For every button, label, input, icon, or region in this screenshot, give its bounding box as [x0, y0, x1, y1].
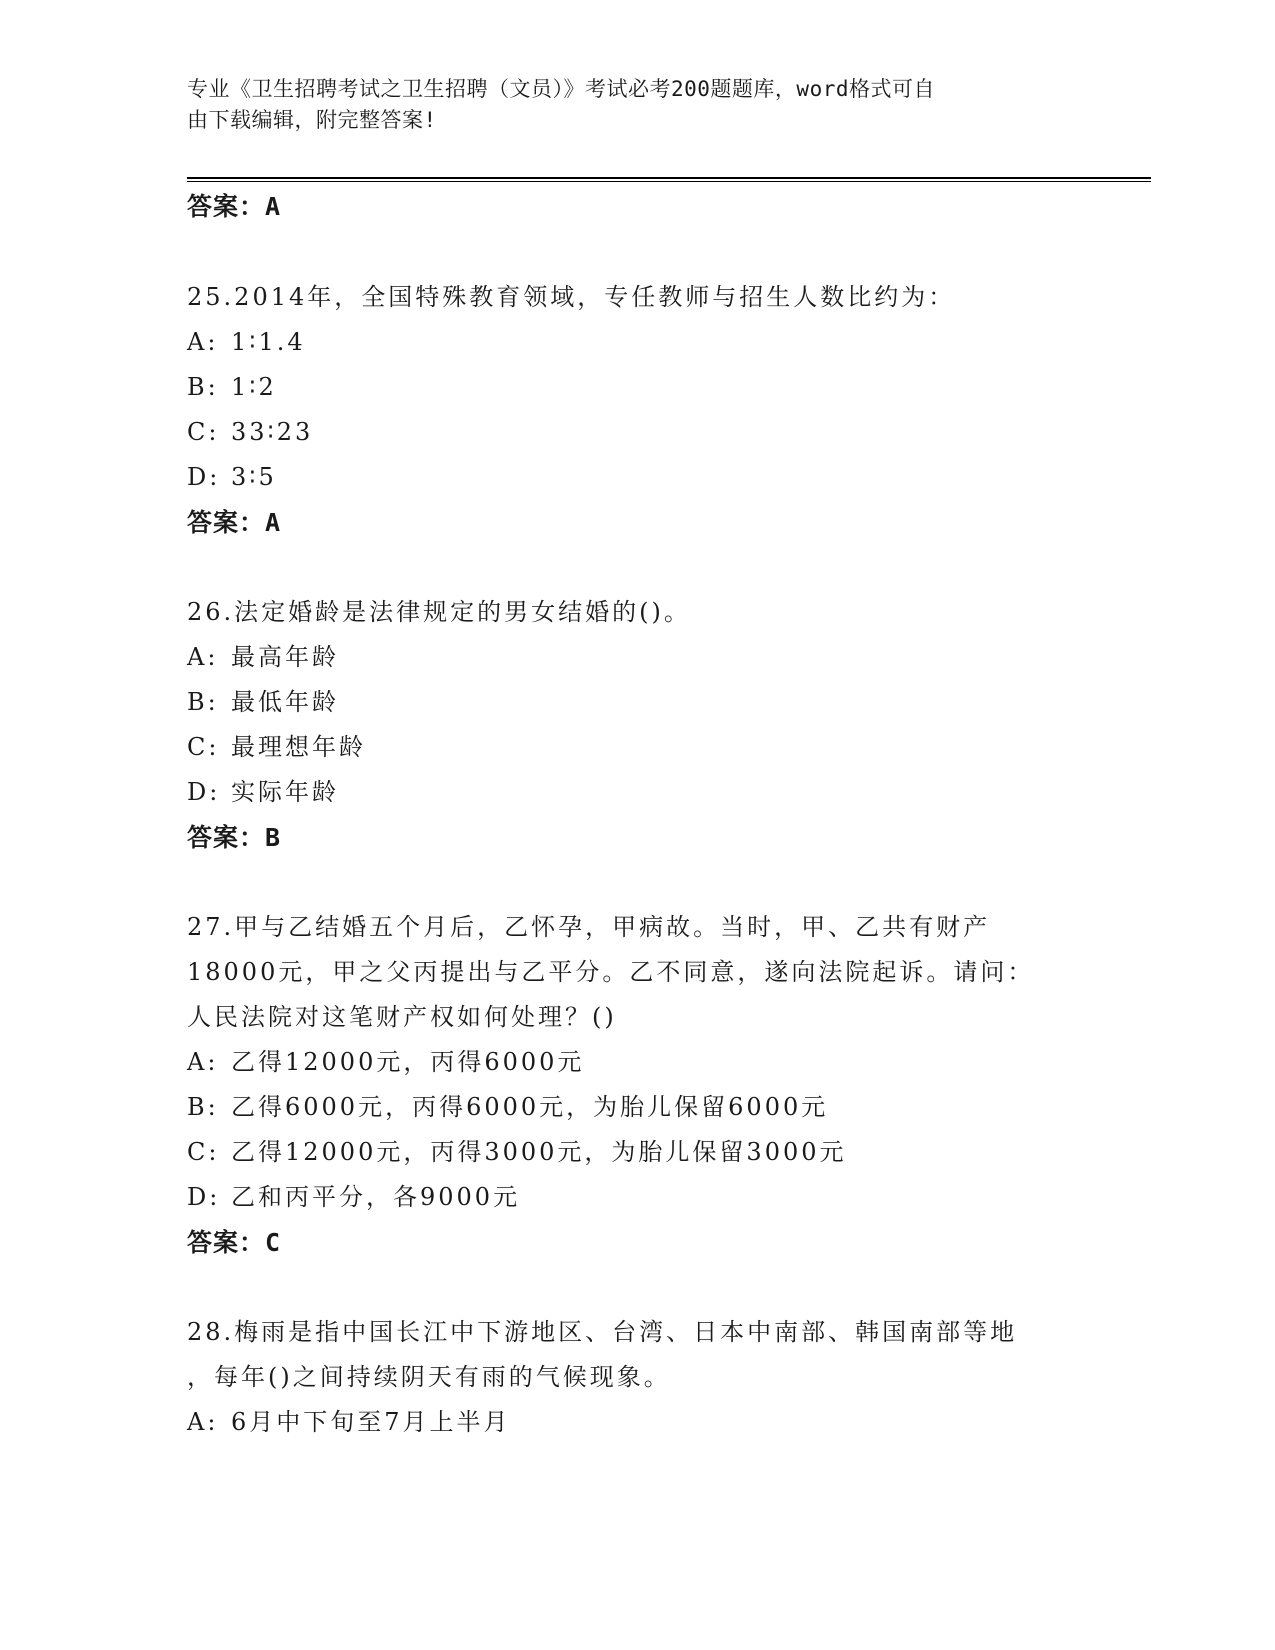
option-d: D: 乙和丙平分，各9000元	[187, 1183, 521, 1211]
question-stem: 28.梅雨是指中国长江中下游地区、台湾、日本中南部、韩国南部等地	[187, 1318, 1018, 1346]
option-a: A: 1∶1.4	[187, 328, 306, 356]
option-a: A: 6月中下旬至7月上半月	[187, 1408, 511, 1436]
question-25	[187, 275, 1087, 500]
option-b: B: 最低年龄	[187, 688, 339, 716]
option-a: A: 最高年龄	[187, 643, 339, 671]
question-stem: 18000元，甲之父丙提出与乙平分。乙不同意，遂向法院起诉。请问：	[187, 958, 1035, 986]
question-stem: 人民法院对这笔财产权如何处理？()	[187, 1003, 617, 1031]
answer-line: 答案：A	[187, 192, 282, 221]
option-c: C: 乙得12000元，丙得3000元，为胎儿保留3000元	[187, 1138, 847, 1166]
option-a: A: 乙得12000元，丙得6000元	[187, 1048, 585, 1076]
question-stem: 25.2014年，全国特殊教育领域，专任教师与招生人数比约为：	[187, 283, 956, 311]
header-rule-thin	[187, 181, 1151, 182]
question-28	[187, 1310, 1087, 1445]
option-c: C: 33∶23	[187, 418, 314, 446]
question-27	[187, 905, 1087, 1220]
option-d: D: 实际年龄	[187, 778, 339, 806]
header-rule	[187, 177, 1151, 179]
option-d: D: 3∶5	[187, 463, 277, 491]
answer-line: 答案：B	[187, 823, 282, 852]
question-stem: 26.法定婚龄是法律规定的男女结婚的()。	[187, 598, 691, 626]
question-26	[187, 590, 1087, 815]
answer-line: 答案：C	[187, 1228, 282, 1257]
question-stem: ，每年()之间持续阴天有雨的气候现象。	[187, 1363, 671, 1391]
option-b: B: 1∶2	[187, 373, 277, 401]
question-stem: 27.甲与乙结婚五个月后，乙怀孕，甲病故。当时，甲、乙共有财产	[187, 913, 991, 941]
option-c: C: 最理想年龄	[187, 733, 366, 761]
header-line-2: 由下载编辑，附完整答案!	[187, 108, 437, 132]
document-header	[187, 74, 1087, 136]
answer-line: 答案：A	[187, 508, 282, 537]
header-line-1: 专业《卫生招聘考试之卫生招聘（文员）》考试必考200题题库，word格式可自	[187, 77, 935, 101]
option-b: B: 乙得6000元，丙得6000元，为胎儿保留6000元	[187, 1093, 829, 1121]
